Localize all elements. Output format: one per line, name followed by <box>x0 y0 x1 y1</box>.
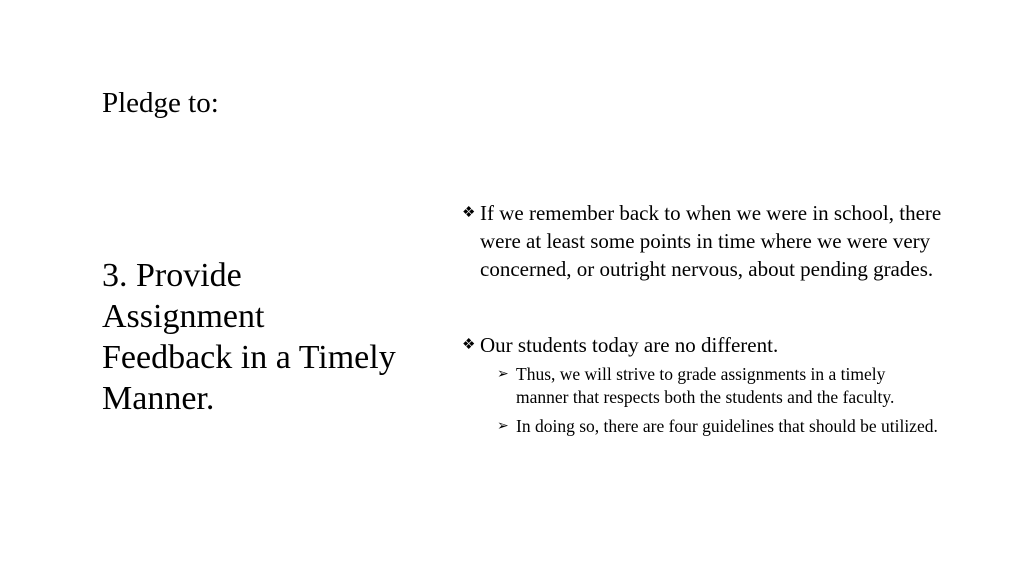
slide-title: Pledge to: <box>102 87 219 119</box>
sub-bullet-text: In doing so, there are four guidelines that should be utilized. <box>516 416 938 436</box>
sub-bullet-text: Thus, we will strive to grade assignments in a timely manner that respects both the students and the faculty. <box>516 364 895 407</box>
bullet-text: If we remember back to when we were in school, there were at least some points in time where we were very concerned, or outright nervous, about pending grades. <box>480 201 942 281</box>
arrow-right-icon: ➢ <box>497 419 509 434</box>
bullet-list <box>462 199 962 438</box>
bullet-text: Our students today are no different. <box>480 333 779 357</box>
diamond-bullet-icon: ❖ <box>462 337 476 353</box>
sub-bullet-list <box>497 363 962 438</box>
arrow-right-icon: ➢ <box>497 367 509 382</box>
sub-bullet-item <box>497 363 941 409</box>
sub-bullet-item <box>497 415 941 438</box>
bullet-item <box>462 331 962 438</box>
section-heading: 3. Provide Assignment Feedback in a Timely Manner. <box>102 257 396 417</box>
diamond-bullet-icon: ❖ <box>462 205 476 221</box>
bullet-item <box>462 199 962 283</box>
